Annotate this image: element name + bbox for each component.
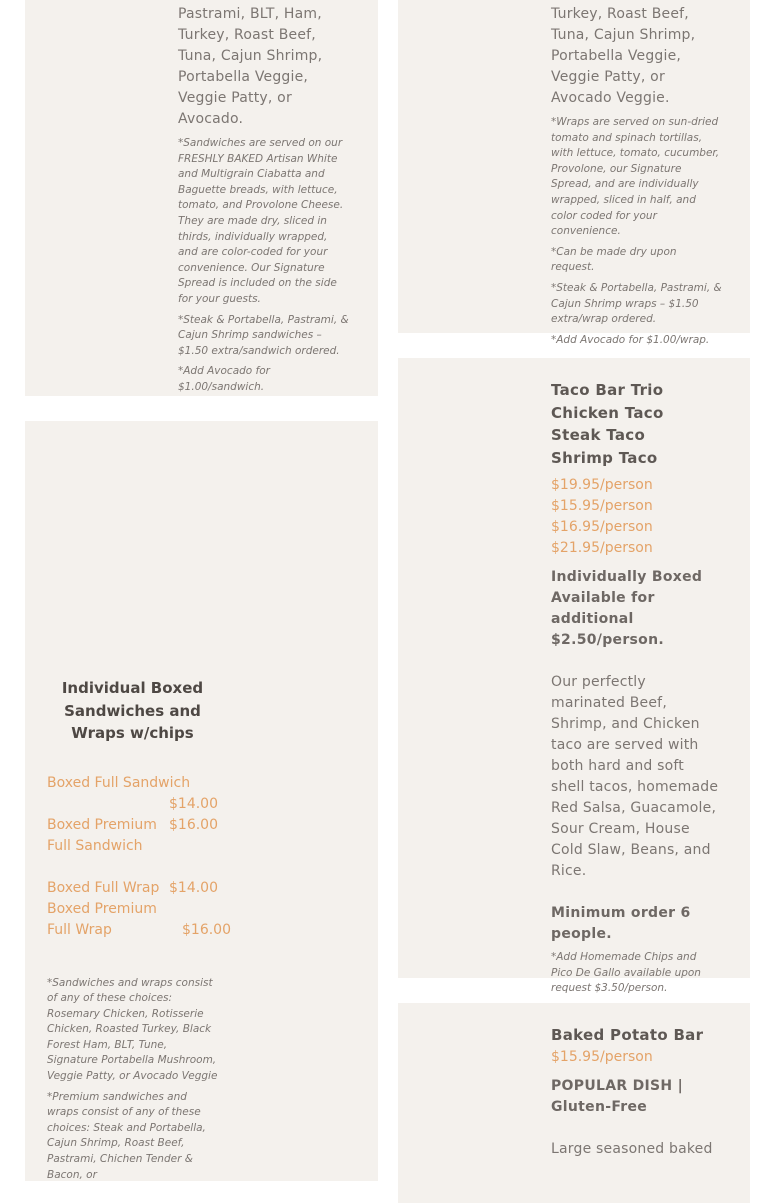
taco-bar-details	[551, 379, 721, 997]
baked-potato-price: $15.95/person	[551, 1048, 653, 1065]
boxed-item-price: $16.00	[169, 816, 218, 833]
boxed-item	[47, 773, 218, 815]
baked-potato-card	[398, 1003, 750, 1203]
baked-potato-details	[551, 1024, 721, 1160]
taco-price: $16.95/person	[551, 519, 653, 535]
wrap-dry-note: *Can be made dry upon request.	[551, 245, 677, 274]
sandwich-platter-details	[178, 4, 350, 396]
wrap-fillings-text: Turkey, Roast Beef, Tuna, Cajun Shrimp, Portabella Veggie, Veggie Patty, or Avocado Veggie.	[551, 6, 696, 106]
sandwich-fillings-text: Pastrami, BLT, Ham, Turkey, Roast Beef, Tuna, Cajun Shrimp, Portabella Veggie, Veggie Patty, or Avocado.	[178, 6, 323, 127]
chicken-taco-title: Chicken Taco	[551, 403, 664, 422]
boxed-item-price: $16.00	[182, 921, 231, 938]
taco-bar-card	[398, 358, 750, 995]
taco-chips-note: *Add Homemade Chips and Pico De Gallo available upon request $3.50/person.	[551, 951, 701, 995]
boxed-item-label: Boxed Full Sandwich	[47, 774, 191, 791]
wrap-premium-note: *Steak & Portabella, Pastrami, & Cajun Shrimp wraps – $1.50 extra/wrap ordered.	[551, 281, 722, 326]
taco-minimum: Minimum order 6 people.	[551, 905, 691, 942]
baked-potato-tag: POPULAR DISH | Gluten-Free	[551, 1077, 684, 1115]
baked-potato-title: Baked Potato Bar	[551, 1026, 704, 1044]
boxed-lunch-title: Individual Boxed Sandwiches and Wraps w/chips	[61, 679, 204, 742]
boxed-price-list	[47, 773, 231, 941]
wrap-tortilla-note: *Wraps are served on sun-dried tomato and spinach tortillas, with lettuce, tomato, cucumber, Provolone, our Signature Spread, and are individually wrapped, sliced in half, and color coded for your convenience.	[551, 116, 720, 238]
taco-price: $19.95/person	[551, 477, 653, 493]
wrap-avocado-note: *Add Avocado for $1.00/wrap.	[551, 333, 710, 346]
taco-bar-title: Taco Bar Trio	[551, 381, 664, 399]
sandwich-platter-card	[25, 0, 378, 396]
sandwich-avocado-note: *Add Avocado for $1.00/sandwich.	[178, 365, 270, 393]
boxed-item	[47, 878, 218, 899]
boxed-item	[47, 899, 231, 941]
sandwich-premium-note: *Steak & Portabella, Pastrami, & Cajun Shrimp sandwiches – $1.50 extra/sandwich ordered.	[178, 313, 349, 357]
sandwich-bread-note: *Sandwiches are served on our FRESHLY BAKED Artisan White and Multigrain Ciabatta and Baguette breads, with lettuce, tomato, and Provolone Cheese. They are made dry, sliced in thirds, individually wrapped, and are color-coded for your convenience. Our Signature Spread is included on the side for your guests.	[178, 137, 344, 305]
taco-price: $21.95/person	[551, 540, 653, 556]
wrap-platter-card	[398, 0, 750, 346]
boxed-lunch-details	[47, 677, 231, 1183]
taco-description: Our perfectly marinated Beef, Shrimp, and Chicken taco are served with both hard and soft shell tacos, homemade Red Salsa, Guacamole, Sour Cream, House Cold Slaw, Beans, and Rice.	[551, 674, 719, 879]
boxed-lunch-card	[25, 421, 378, 1181]
steak-taco-title: Steak Taco	[551, 426, 646, 444]
baked-potato-description: Large seasoned baked	[551, 1140, 713, 1157]
boxed-item-label: Boxed Premium Full Sandwich	[47, 816, 157, 854]
boxed-standard-note: *Sandwiches and wraps consist of any of these choices: Rosemary Chicken, Rotisserie Chicken, Roasted Turkey, Black Forest Ham, BLT, Tune, Signature Portabella Mushroom, Veggie Patty, or Avocado Veggie	[47, 976, 218, 1083]
shrimp-taco-title: Shrimp Taco	[551, 448, 658, 467]
boxed-item	[47, 815, 218, 857]
boxed-item-label: Boxed Full Wrap	[47, 879, 160, 896]
taco-price: $15.95/person	[551, 498, 653, 514]
boxed-item-price: $14.00	[169, 795, 218, 812]
taco-boxed-note: Individually Boxed Available for additional $2.50/person.	[551, 569, 703, 648]
boxed-item-price: $14.00	[169, 879, 218, 896]
wrap-platter-details	[551, 4, 723, 348]
boxed-item-label: Boxed Premium Full Wrap	[47, 900, 157, 938]
boxed-premium-note: *Premium sandwiches and wraps consist of any of these choices: Steak and Portabella, Cajun Shrimp, Roast Beef, Pastrami, Chichen Tender & Bacon, or	[47, 1090, 206, 1181]
taco-price-list	[551, 475, 721, 559]
